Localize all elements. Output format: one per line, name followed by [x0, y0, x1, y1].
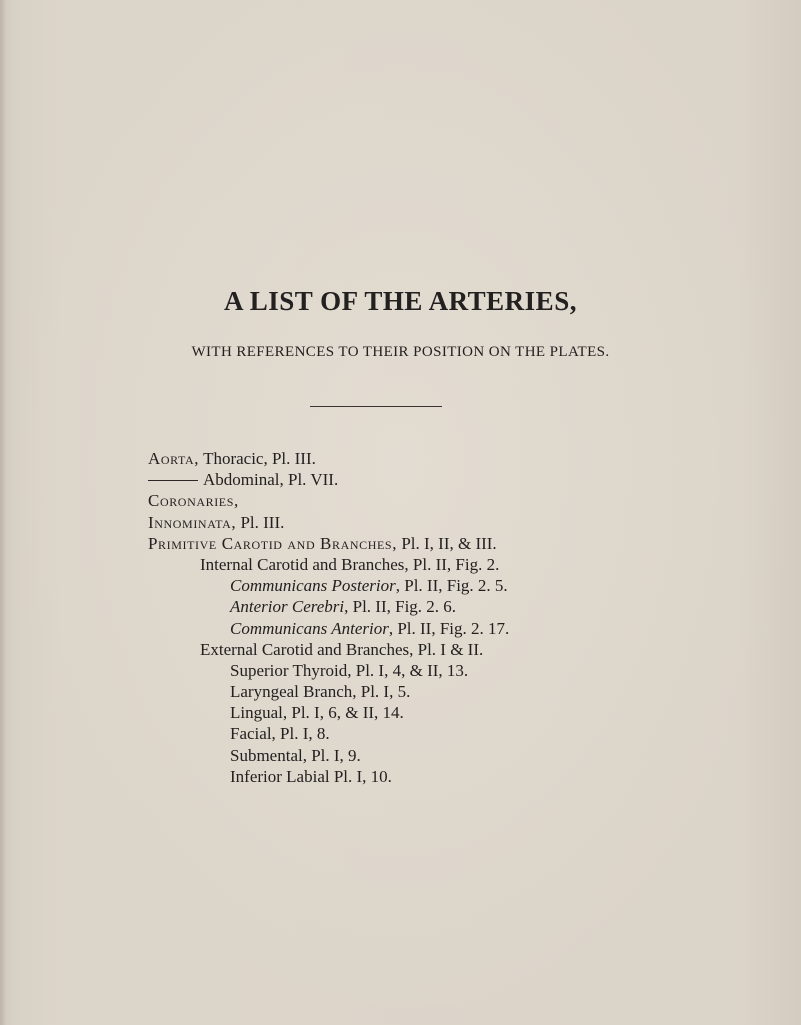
- ditto-dash: [148, 480, 198, 481]
- entry-text: Inferior Labial Pl. I, 10.: [230, 766, 392, 786]
- entry-text: Abdominal, Pl. VII.: [203, 470, 339, 490]
- entry-text: External Carotid and Branches, Pl. I & II.: [200, 639, 484, 659]
- list-item-external-carotid: [148, 639, 748, 660]
- entry-text: Submental, Pl. I, 9.: [230, 745, 361, 765]
- entry-text: Superior Thyroid, Pl. I, 4, & II, 13.: [230, 660, 469, 680]
- list-item-submental: [148, 745, 748, 766]
- title-divider: [310, 406, 442, 407]
- list-item-primitive-carotid: [148, 533, 748, 554]
- entry-text: , Pl. II, Fig. 2. 17.: [388, 618, 510, 638]
- list-item-internal-carotid: [148, 554, 748, 575]
- entry-name: Anterior Cerebri: [230, 597, 345, 617]
- list-item-communicans-anterior: [148, 618, 748, 639]
- entry-name: Communicans Anterior: [230, 618, 389, 638]
- entry-text: , Pl. II, Fig. 2. 6.: [344, 597, 457, 617]
- entry-text: Pl. III.: [236, 512, 285, 532]
- entry-head: Coronaries,: [148, 491, 239, 511]
- list-item-lingual: [148, 702, 748, 723]
- list-item-laryngeal-branch: [148, 681, 748, 702]
- arteries-list: [148, 448, 748, 787]
- entry-head: Innominata,: [148, 512, 237, 532]
- entry-text: , Pl. II, Fig. 2. 5.: [395, 576, 508, 596]
- entry-head: Primitive Carotid and Branches,: [148, 533, 398, 553]
- list-item-aorta-thoracic: [148, 448, 748, 469]
- entry-text: Pl. I, II, & III.: [397, 533, 497, 553]
- list-item-facial: [148, 723, 748, 744]
- list-item-coronaries: [148, 490, 748, 511]
- list-item-anterior-cerebri: [148, 596, 748, 617]
- entry-text: Lingual, Pl. I, 6, & II, 14.: [230, 703, 404, 723]
- list-item-communicans-posterior: [148, 575, 748, 596]
- list-item-aorta-abdominal: [148, 469, 748, 490]
- entry-head: Aorta,: [148, 449, 200, 468]
- list-item-innominata: [148, 512, 748, 533]
- entry-name: Communicans Posterior: [230, 576, 396, 596]
- page-edge-shadow: [0, 0, 6, 1025]
- entry-text: Facial, Pl. I, 8.: [230, 724, 330, 744]
- entry-text: Laryngeal Branch, Pl. I, 5.: [230, 682, 411, 702]
- list-item-superior-thyroid: [148, 660, 748, 681]
- entry-text: Thoracic, Pl. III.: [199, 449, 316, 468]
- page-title: A LIST OF THE ARTERIES,: [224, 286, 577, 316]
- list-item-inferior-labial: [148, 766, 748, 787]
- page-subtitle: WITH REFERENCES TO THEIR POSITION ON THE PLATES.: [191, 344, 610, 360]
- entry-text: Internal Carotid and Branches, Pl. II, Fig. 2.: [200, 554, 500, 574]
